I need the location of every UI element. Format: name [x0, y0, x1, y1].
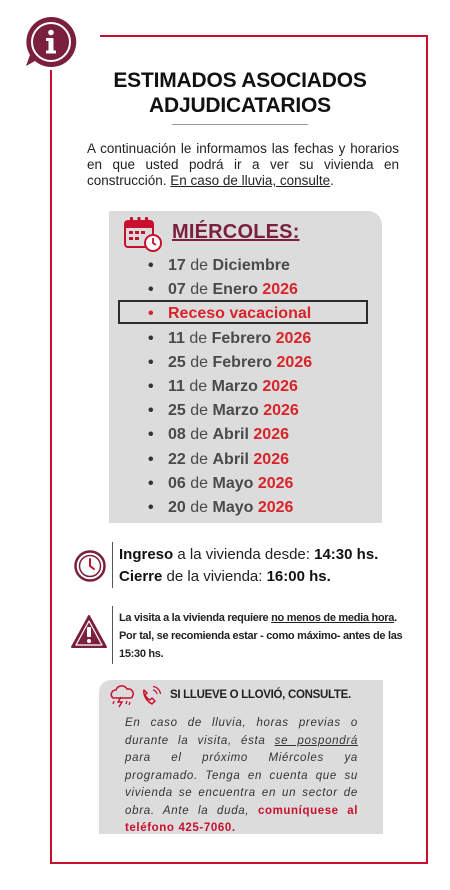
date-de: de	[190, 402, 209, 420]
date-item	[148, 255, 378, 279]
date-de: de	[190, 498, 209, 516]
date-day: 06	[168, 474, 186, 492]
entry-text: a la vivienda desde:	[173, 546, 315, 563]
notice-underlined: no menos de media hora	[271, 612, 395, 624]
intro-text: A continuación le informamos las fechas y horarios en que usted podrá ir a ver su vivienda en construcción.	[87, 141, 399, 188]
date-year: 2026	[253, 450, 289, 468]
date-month: Febrero	[211, 329, 272, 347]
exit-label: Cierre	[119, 568, 163, 585]
visit-notice	[119, 609, 409, 663]
intro-paragraph	[87, 141, 399, 189]
date-day: 25	[168, 402, 186, 420]
date-de: de	[190, 450, 209, 468]
rain-text-1: En caso de lluvia, horas previas o durante la visita, ésta	[125, 717, 358, 747]
date-month: Mayo	[212, 474, 254, 492]
rain-heading: SI LLUEVE O LLOVIÓ, CONSULTE.	[170, 689, 351, 701]
notice-text-1: La visita a la vivienda requiere	[119, 612, 272, 624]
date-de: de	[190, 426, 209, 444]
phone-icon	[144, 687, 161, 705]
date-list	[148, 255, 378, 521]
exit-time: 16:00 hs.	[266, 568, 331, 585]
rain-text	[125, 715, 358, 838]
date-month: Abril	[212, 426, 249, 444]
date-month: Diciembre	[212, 257, 290, 274]
rain-consult-link[interactable]: En caso de lluvia, consulte	[170, 173, 331, 188]
visit-hours	[119, 544, 378, 588]
date-year: 2026	[275, 329, 312, 347]
entry-time: 14:30 hs.	[314, 546, 379, 563]
date-item	[148, 424, 378, 448]
date-month: Marzo	[212, 402, 259, 420]
date-year: 2026	[263, 402, 299, 420]
date-month: Abril	[212, 450, 249, 468]
date-day: 17	[168, 257, 186, 274]
calendar-clock-icon	[123, 215, 163, 253]
exit-text: de la vivienda:	[162, 568, 267, 585]
rain-underlined: se pospondrá	[274, 734, 358, 747]
notice-divider	[112, 606, 113, 664]
date-item	[148, 473, 378, 497]
phone-number[interactable]: 425-7060.	[178, 822, 236, 834]
date-item	[148, 497, 378, 521]
entry-line	[119, 544, 378, 566]
date-year: 2026	[262, 377, 298, 395]
date-item	[148, 376, 378, 400]
date-day: 22	[168, 450, 186, 468]
rain-cta: comuníquese al teléfono	[125, 804, 359, 834]
date-day: 11	[168, 329, 185, 347]
date-day: 08	[168, 426, 186, 444]
date-year: 2026	[262, 281, 298, 299]
date-item	[148, 449, 378, 473]
date-year: 2026	[253, 426, 289, 444]
storm-cloud-icon	[111, 686, 133, 707]
rain-text-2: para el próximo Miércoles ya programado. Tenga en cuenta que su vivienda se encuentra en un sector de obra. Ante la duda,	[125, 752, 358, 817]
title-line-2: ADJUDICATARIOS	[149, 94, 331, 117]
date-day: 07	[168, 281, 186, 299]
date-day: 25	[168, 353, 186, 371]
date-de: de	[189, 377, 208, 395]
date-day: 11	[168, 377, 185, 395]
date-de: de	[190, 257, 209, 274]
rain-icons	[108, 685, 166, 709]
intro-end: .	[330, 173, 334, 188]
hours-divider	[112, 542, 113, 588]
date-de: de	[190, 281, 209, 299]
date-year: 2026	[257, 498, 294, 516]
exit-line	[119, 566, 378, 588]
date-de: de	[190, 353, 209, 371]
warning-icon	[70, 614, 108, 650]
entry-label: Ingreso	[119, 546, 174, 563]
date-item	[148, 328, 378, 352]
date-year: 2026	[276, 353, 313, 371]
date-month: Mayo	[212, 498, 254, 516]
date-month: Febrero	[212, 353, 273, 371]
recess-item: • Receso vacacional	[148, 303, 378, 327]
date-item	[148, 352, 378, 376]
page-title	[90, 68, 390, 118]
title-underline	[172, 124, 308, 125]
date-item	[148, 400, 378, 424]
date-day: 20	[168, 498, 186, 516]
date-month: Marzo	[211, 377, 258, 395]
schedule-heading: MIÉRCOLES:	[172, 221, 300, 243]
date-year: 2026	[257, 474, 294, 492]
date-month: Enero	[212, 281, 258, 299]
title-line-1: ESTIMADOS ASOCIADOS	[113, 69, 367, 92]
clock-icon	[74, 550, 106, 582]
date-de: de	[190, 474, 209, 492]
info-icon	[23, 14, 79, 70]
date-de: de	[189, 329, 208, 347]
recess-highlight-box	[118, 300, 368, 324]
notice-text-2: . Por tal, se recomienda estar - como máximo- antes de las 15:30 hs.	[119, 612, 403, 660]
